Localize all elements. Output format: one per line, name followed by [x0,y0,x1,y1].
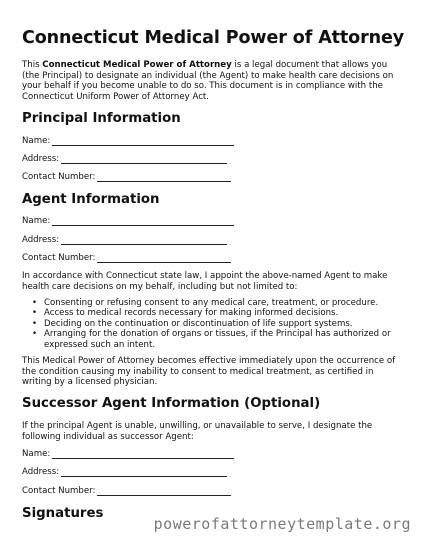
successor-contact-label: Contact Number: [22,486,96,496]
agent-contact-line[interactable] [97,254,231,263]
successor-name-label: Name: [22,449,51,459]
list-item: • Deciding on the continuation or discontinuation of life support systems. [32,318,353,329]
list-item: • Arranging for the donation of organs or tissues, if the Principal has authorized or expressed such an intent. [32,329,391,350]
successor-paragraph: If the principal Agent is unable, unwilling, or unavailable to serve, I designate the following individual as successor Agent: [22,421,373,442]
appointment-paragraph: In accordance with Connecticut state law, I appoint the above-named Agent to make health care decisions on my behalf, including but not limited to: [22,271,388,292]
agent-address-line[interactable] [61,236,227,245]
successor-contact-line[interactable] [97,487,231,496]
successor-address-label: Address: [22,467,60,477]
intro-suffix: is a legal document that allows you (the Principal) to designate an individual (the Agent) to make health care decisions on your behalf if you become unable to do so. This document is in compliance with the Connecticut Uniform Power of Attorney Act. [22,60,394,102]
principal-contact-line[interactable] [97,173,231,182]
agent-address-field[interactable] [22,235,227,245]
principal-heading: Principal Information [22,111,181,126]
principal-name-line[interactable] [52,137,234,146]
agent-address-label: Address: [22,235,60,245]
agent-heading: Agent Information [22,192,160,207]
successor-heading: Successor Agent Information (Optional) [22,396,321,411]
agent-name-field[interactable] [22,216,234,226]
list-item: • Access to medical records necessary for making informed decisions. [32,308,339,319]
successor-name-field[interactable] [22,449,234,459]
intro-bold: Connecticut Medical Power of Attorney [42,60,232,70]
successor-contact-field[interactable] [22,486,231,496]
document-title: Connecticut Medical Power of Attorney [22,28,405,48]
agent-name-line[interactable] [52,217,234,226]
bullet-icon: • [32,298,38,308]
site-watermark: powerofattorneytemplate.org [153,515,411,533]
signatures-heading: Signatures [22,506,104,521]
intro-prefix: This [22,60,43,70]
powers-list [22,298,392,350]
agent-name-label: Name: [22,216,51,226]
bullet-icon: • [32,308,38,319]
principal-address-label: Address: [22,154,60,164]
intro-paragraph [22,60,402,102]
principal-contact-field[interactable] [22,172,231,182]
bullet-icon: • [32,329,38,340]
list-item: • Consenting or refusing consent to any medical care, treatment, or procedure. [32,298,379,308]
agent-contact-field[interactable] [22,253,231,263]
bullet-icon: • [32,318,38,329]
successor-name-line[interactable] [52,450,234,459]
principal-name-label: Name: [22,136,51,146]
principal-contact-label: Contact Number: [22,172,96,182]
successor-address-field[interactable] [22,467,227,477]
agent-contact-label: Contact Number: [22,253,96,263]
principal-address-field[interactable] [22,154,227,164]
principal-name-field[interactable] [22,136,234,146]
effective-paragraph: This Medical Power of Attorney becomes effective immediately upon the occurrence of the condition causing my inability to consent to medical treatment, as certified in writing by a licensed physician. [22,356,396,388]
principal-address-line[interactable] [61,155,227,164]
successor-address-line[interactable] [61,468,227,477]
